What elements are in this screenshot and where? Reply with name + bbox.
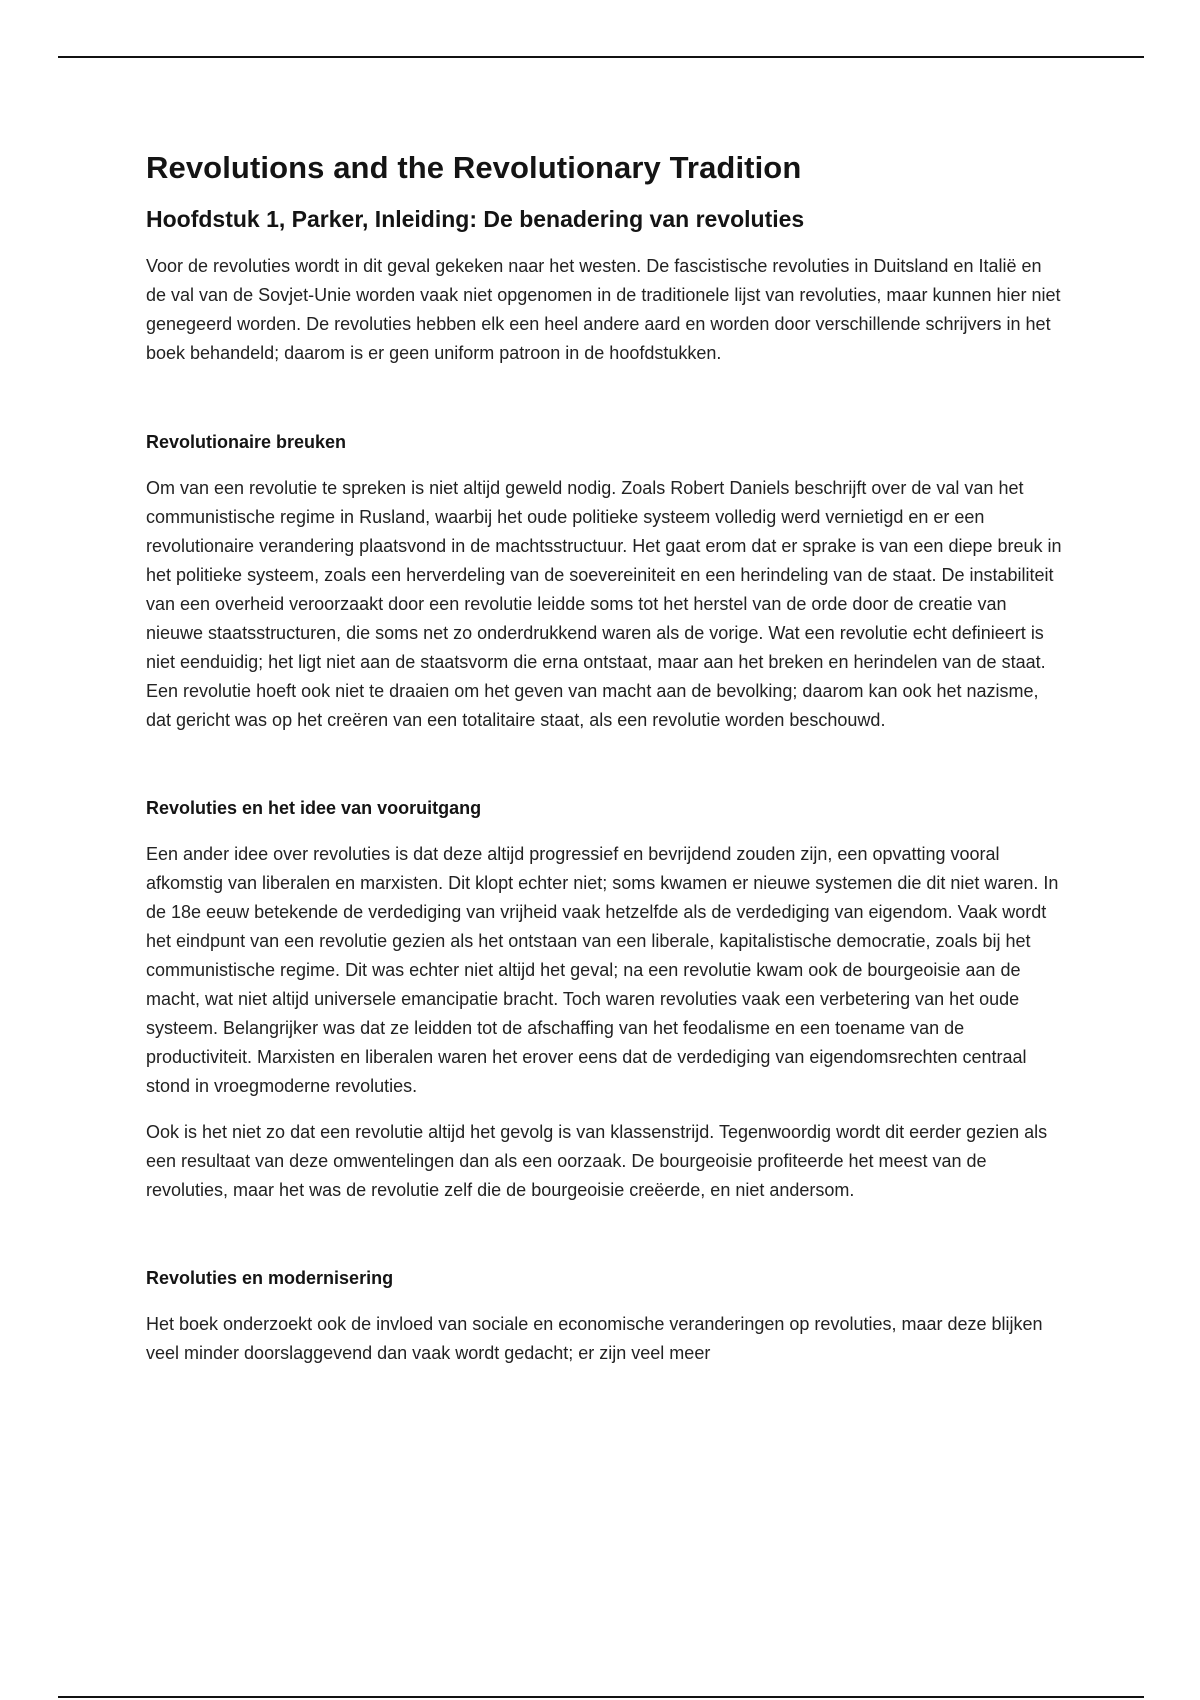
document-title: Revolutions and the Revolutionary Tradition — [146, 150, 802, 185]
intro-paragraph: Voor de revoluties wordt in dit geval gekeken naar het westen. De fascistische revoluties in Duitsland en Italië en de val van de Sovjet-Unie worden vaak niet opgenomen in de traditionele lijst van revoluties, maar kunnen hier niet genegeerd worden. De revoluties hebben elk een heel andere aard en worden door verschillende schrijvers in het boek behandeld; daarom is er geen uniform patroon in de hoofdstukken. — [146, 256, 1061, 363]
section-title-revoluties-en-modernisering: Revoluties en modernisering — [146, 1268, 394, 1288]
section-title-revoluties-en-vooruitgang: Revoluties en het idee van vooruitgang — [146, 798, 482, 818]
section-paragraph: Het boek onderzoekt ook de invloed van sociale en economische veranderingen op revoluties, maar deze blijken veel minder doorslaggevend dan vaak wordt gedacht; er zijn veel meer — [146, 1314, 1043, 1363]
section-paragraph: Een ander idee over revoluties is dat deze altijd progressief en bevrijdend zouden zijn, een opvatting vooral afkomstig van liberalen en marxisten. Dit klopt echter niet; soms kwamen er nieuwe systemen die dit niet waren. In de 18e eeuw betekende de verdediging van vrijheid vaak hetzelfde als de verdediging van eigendom. Vaak wordt het eindpunt van een revolutie gezien als het ontstaan van een liberale, kapitalistische democratie, zoals bij het communistische regime. Dit was echter niet altijd het geval; na een revolutie kwam ook de bourgeoisie aan de macht, wat niet altijd universele emancipatie bracht. Toch waren revoluties vaak een verbetering van het oude systeem. Belangrijker was dat ze leidden tot de afschaffing van het feodalisme en een toename van de productiviteit. Marxisten en liberalen waren het erover eens dat de verdediging van eigendomsrechten centraal stond in vroegmoderne revoluties. — [146, 844, 1059, 1096]
section-paragraph: Ook is het niet zo dat een revolutie altijd het gevolg is van klassenstrijd. Tegenwoordig wordt dit eerder gezien als een resultaat van deze omwentelingen dan als een oorzaak. De bourgeoisie profiteerde het meest van de revoluties, maar het was de revolutie zelf die de bourgeoisie creëerde, en niet andersom. — [146, 1122, 1048, 1200]
section-paragraph: Om van een revolutie te spreken is niet altijd geweld nodig. Zoals Robert Daniels beschrijft over de val van het communistische regime in Rusland, waarbij het oude politieke systeem volledig werd vernietigd en er een revolutionaire verandering plaatsvond in de machtsstructuur. Het gaat erom dat er sprake is van een diepe breuk in het politieke systeem, zoals een herverdeling van de soevereiniteit en een herindeling van de staat. De instabiliteit van een overheid veroorzaakt door een revolutie leidde soms tot het herstel van de orde door de creatie van nieuwe staatsstructuren, die soms net zo onderdrukkend waren als de vorige. Wat een revolutie echt definieert is niet eenduidig; het ligt niet aan de staatsvorm die erna ontstaat, maar aan het breken en herindelen van de staat. Een revolutie hoeft ook niet te draaien om het geven van macht aan de bevolking; daarom kan ook het nazisme, dat gericht was op het creëren van een totalitaire staat, als een revolutie worden beschouwd. — [146, 478, 1062, 730]
chapter-title: Hoofdstuk 1, Parker, Inleiding: De benadering van revoluties — [146, 206, 805, 232]
document-body — [146, 148, 1066, 1368]
page-top-rule — [58, 56, 1144, 58]
page-bottom-rule — [58, 1696, 1144, 1698]
section-title-revolutionaire-breuken: Revolutionaire breuken — [146, 432, 347, 452]
